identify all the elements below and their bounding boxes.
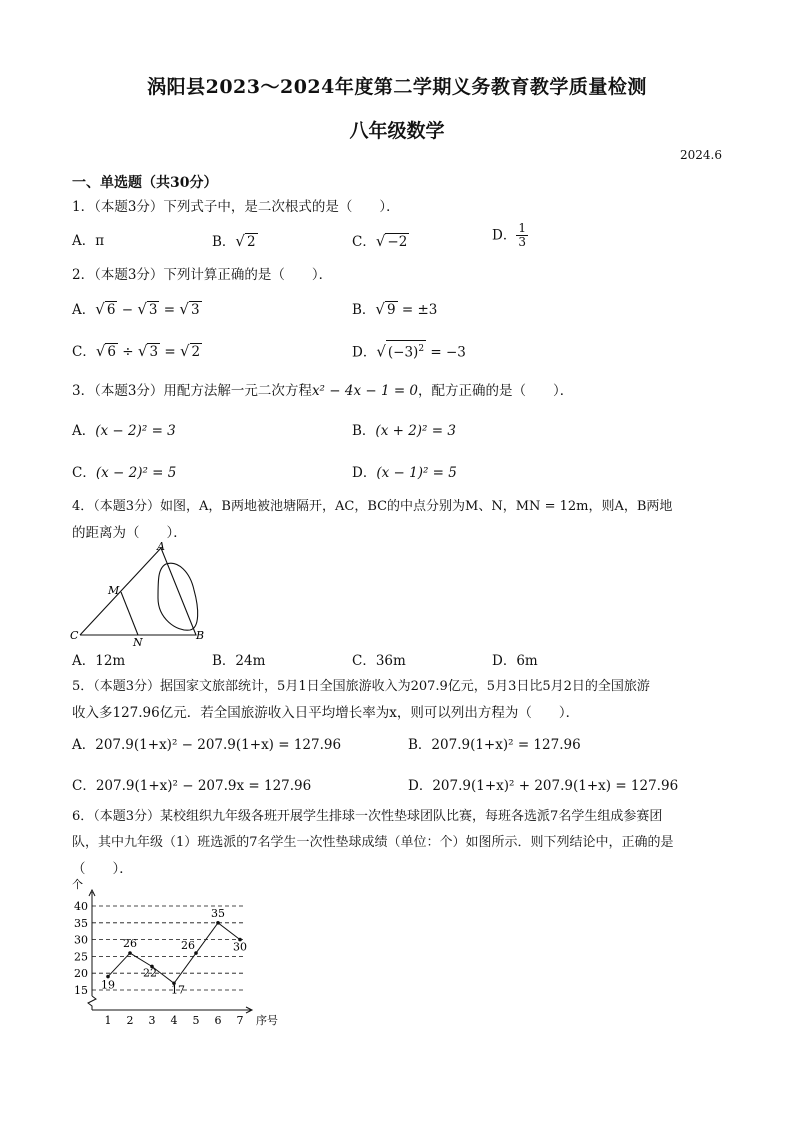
sqrt-sign: √ (137, 342, 148, 360)
option-label: C． (352, 234, 376, 250)
option-text: π (95, 233, 105, 249)
question-5-stem-line1: 5．（本题3分）据国家文旅部统计，5月1日全国旅游收入为207.9亿元，5月3日比5月2日的全国旅游 (72, 679, 650, 694)
q4-option-b[interactable] (212, 650, 265, 672)
option-text: (x − 2)² = 3 (95, 423, 176, 439)
x-axis-label: 序号 (256, 1014, 278, 1027)
y-tick-label-25: 25 (74, 950, 88, 964)
option-text: 207.9(1+x)² − 207.9x = 127.96 (95, 778, 312, 794)
q3-option-c[interactable] (72, 462, 176, 484)
label-b: B (196, 629, 205, 642)
label-m: M (108, 584, 120, 597)
option-text: 24m (235, 653, 266, 669)
option-label: B． (212, 653, 236, 669)
question-3-stem (72, 378, 724, 404)
option-text: (x + 2)² = 3 (375, 423, 456, 439)
q5-option-b[interactable] (408, 734, 581, 756)
option-label: B． (352, 302, 376, 318)
data-label-2: 26 (123, 937, 137, 951)
numerator: 1 (518, 221, 526, 235)
sqrt-sign: √ (376, 342, 386, 361)
option-label: B． (408, 737, 432, 753)
option-label: C． (72, 465, 96, 481)
option-text: 6m (516, 653, 538, 669)
data-label-4: 17 (171, 983, 185, 997)
q4-option-d[interactable] (492, 650, 538, 672)
q5-option-c[interactable] (72, 775, 311, 797)
operator: − (117, 302, 138, 318)
radicand-text: (−3) (387, 344, 419, 361)
triangle-abc (80, 548, 196, 635)
x-tick-label-4: 4 (170, 1014, 178, 1027)
q2-option-b[interactable] (352, 298, 437, 321)
question-4-stem-line2: 的距离为（ ）． (72, 525, 187, 541)
option-text: (x − 1)² = 5 (376, 465, 457, 481)
triangle-figure (66, 540, 216, 648)
pond-shape (158, 563, 198, 630)
y-tick-label-35: 35 (74, 916, 88, 930)
option-text: 12m (95, 653, 126, 669)
axis-break (88, 996, 96, 1010)
operator: = (160, 344, 180, 360)
section-title: 一、单选题（共30分） (72, 175, 218, 191)
operator: = −3 (426, 344, 466, 361)
option-label: B． (212, 234, 236, 250)
data-label-1: 19 (101, 978, 115, 992)
question-2-stem: 2．（本题3分）下列计算正确的是（ ）． (72, 267, 333, 283)
exam-date: 2024.6 (680, 148, 722, 162)
q3-option-d[interactable] (352, 462, 457, 484)
data-label-7: 30 (233, 940, 247, 954)
option-label: A． (72, 423, 96, 439)
question-6-stem-line2: 队，其中九年级（1）班选派的7名学生一次性垫球成绩（单位：个）如图所示．则下列结论中，正确的是 (72, 835, 674, 850)
stem-text: 3．（本题3分）用配方法解一元二次方程 (72, 383, 312, 399)
radicand: 2 (246, 234, 256, 250)
x-tick-label-2: 2 (126, 1014, 134, 1027)
sqrt-sign: √ (179, 342, 190, 360)
exam-title: 涡阳县2023～2024年度第二学期义务教育教学质量检测 (147, 76, 647, 98)
y-tick-label-40: 40 (74, 900, 88, 913)
q4-option-c[interactable] (352, 650, 406, 672)
q4-option-a[interactable] (72, 650, 125, 672)
option-label: C． (72, 778, 96, 794)
q1-option-d[interactable] (492, 222, 528, 249)
stem-text: ，配方正确的是（ ）． (418, 383, 574, 399)
option-text: 207.9(1+x)² − 207.9(1+x) = 127.96 (95, 737, 342, 753)
y-tick-label-15: 15 (74, 984, 88, 997)
data-label-5: 26 (181, 939, 195, 953)
question-6-stem-line3: （ ）． (72, 861, 133, 877)
q2-option-c[interactable] (72, 340, 202, 363)
q1-option-c[interactable] (352, 230, 409, 253)
question-1-stem: 1．（本题3分）下列式子中，是二次根式的是（ ）． (72, 199, 400, 215)
radicand: −2 (387, 234, 408, 250)
data-point-6 (216, 921, 220, 925)
option-label: D． (408, 778, 433, 794)
radicand: 6 (107, 344, 116, 360)
radicand (386, 340, 426, 361)
data-point-2 (128, 951, 132, 955)
option-label: D． (492, 653, 517, 669)
denominator: 3 (518, 235, 526, 249)
option-label: D． (352, 344, 377, 361)
radicand: 2 (191, 344, 201, 360)
q1-option-b[interactable] (212, 230, 258, 253)
q5-option-d[interactable] (408, 775, 678, 797)
q2-option-a[interactable] (72, 298, 202, 321)
operator: = ±3 (397, 302, 438, 318)
option-label: C． (72, 344, 96, 360)
option-text: (x − 2)² = 5 (95, 465, 177, 481)
sqrt-sign: √ (179, 300, 189, 318)
segment-mn (121, 592, 138, 635)
option-label: D． (492, 227, 517, 244)
option-label: D． (352, 465, 377, 481)
operator: ÷ (118, 344, 138, 360)
x-tick-label-6: 6 (214, 1014, 222, 1027)
sqrt-sign: √ (95, 300, 105, 318)
option-label: A． (72, 737, 96, 753)
radicand: 9 (386, 302, 396, 318)
operator: = (159, 302, 180, 318)
x-tick-label-3: 3 (148, 1014, 156, 1027)
option-label: B． (352, 423, 376, 439)
option-text: 207.9(1+x)² = 127.96 (431, 737, 581, 753)
equation: x² − 4x − 1 = 0 (311, 383, 419, 399)
label-a: A (157, 540, 165, 553)
q2-option-d[interactable] (352, 340, 466, 364)
x-tick-label-5: 5 (192, 1014, 200, 1027)
sqrt-sign: √ (375, 300, 385, 318)
exam-subtitle: 八年级数学 (349, 120, 445, 142)
score-line-chart (66, 876, 286, 1034)
q3-option-b[interactable] (352, 420, 456, 442)
sqrt-sign: √ (95, 342, 106, 360)
question-5-stem-line2: 收入多127.96亿元．若全国旅游收入日平均增长率为x，则可以列出方程为（ ）． (72, 705, 580, 721)
y-tick-label-20: 20 (74, 967, 88, 981)
sqrt-sign: √ (375, 232, 386, 250)
sqrt-sign: √ (137, 300, 147, 318)
exponent: 2 (418, 344, 425, 354)
y-axis-label: 个 (72, 878, 83, 891)
option-text: 207.9(1+x)² + 207.9(1+x) = 127.96 (432, 778, 679, 794)
label-n: N (133, 636, 143, 648)
x-tick-label-7: 7 (236, 1014, 244, 1027)
data-label-6: 35 (211, 906, 225, 920)
sqrt-sign: √ (235, 232, 245, 250)
chart-layer (74, 890, 252, 1027)
question-6-stem-line1: 6．（本题3分）某校组织九年级各班开展学生排球一次性垫球团队比赛，每班各选派7名学生组成参赛团 (72, 809, 663, 824)
q5-option-a[interactable] (72, 734, 341, 756)
option-label: C． (352, 653, 376, 669)
q3-option-a[interactable] (72, 420, 176, 442)
question-4-stem-line1: 4．（本题3分）如图，A，B两地被池塘隔开，AC，BC的中点分别为M、N，MN = 12m，则A，B两地 (72, 499, 673, 514)
series-line (108, 923, 240, 983)
label-c: C (70, 629, 79, 642)
option-text: 36m (375, 653, 406, 669)
radicand: 3 (148, 302, 158, 318)
radicand: 3 (190, 302, 200, 318)
option-label: A． (72, 233, 96, 249)
radicand: 3 (149, 344, 159, 360)
q1-option-a[interactable] (72, 230, 104, 252)
option-label: A． (72, 302, 96, 318)
y-tick-label-30: 30 (74, 933, 88, 947)
fraction (516, 222, 528, 249)
option-label: A． (72, 653, 96, 669)
radicand: 6 (106, 302, 116, 318)
data-label-3: 22 (143, 966, 157, 980)
x-tick-label-1: 1 (104, 1014, 112, 1027)
